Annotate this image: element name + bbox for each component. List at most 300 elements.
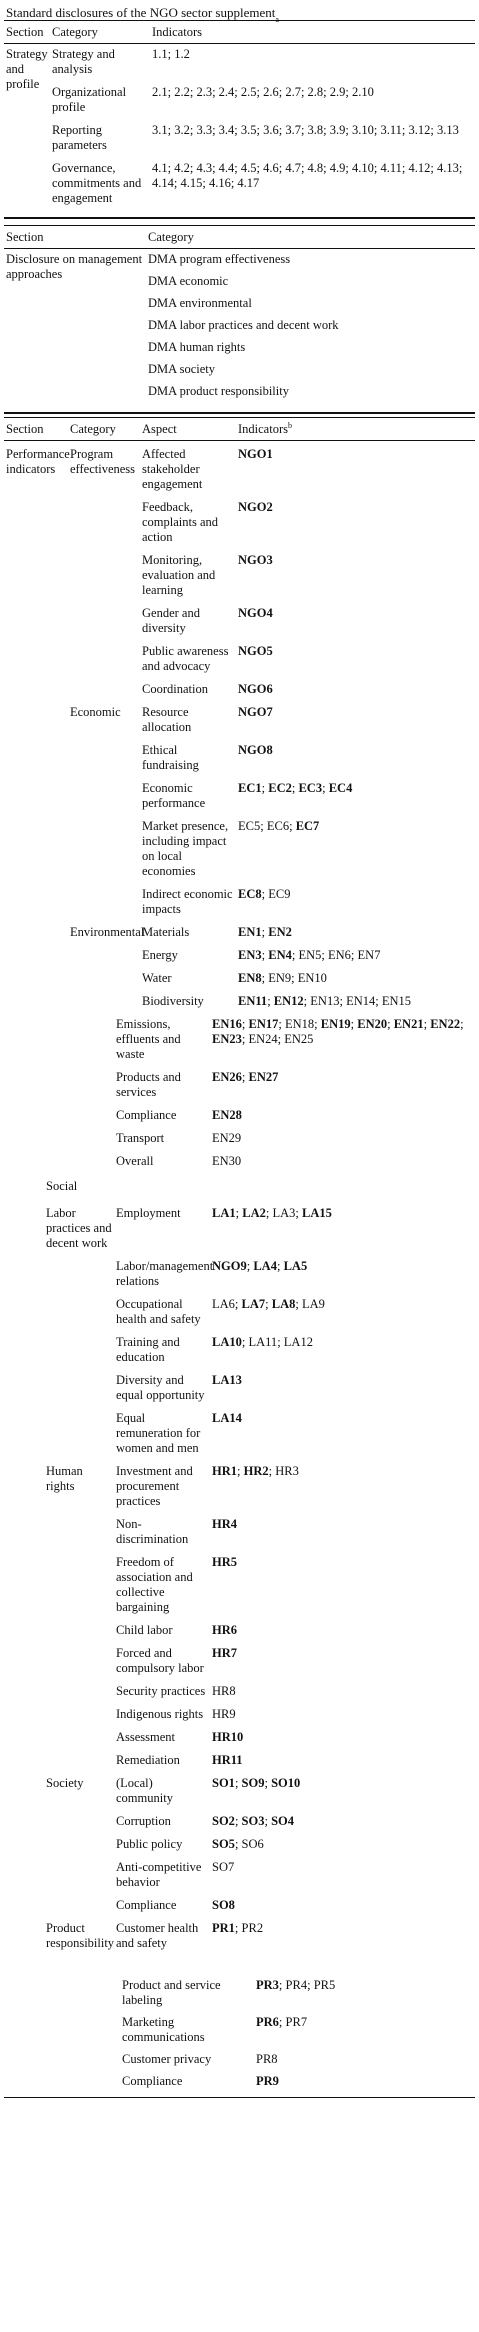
category-cell: Reporting parameters	[52, 123, 107, 152]
indicator-code: SO8	[212, 1898, 235, 1912]
indicators-cell: SO2; SO3; SO4	[212, 1814, 295, 1828]
indicator-code: EN1	[238, 925, 262, 939]
section-cell	[4, 988, 68, 1011]
indicator-code: NGO2	[238, 500, 273, 514]
performance-row	[4, 1064, 475, 1102]
category-cell	[68, 737, 140, 775]
aspect-cell: Training and education	[116, 1335, 180, 1364]
blank-cell	[4, 1405, 44, 1458]
section-label: Strategy and profile	[6, 47, 48, 91]
indicators-cell: EN11; EN12; EN13; EN14; EN15	[238, 994, 412, 1008]
indicators-cell	[236, 737, 475, 775]
section-cell	[4, 942, 68, 965]
indicator-code: NGO8	[238, 743, 273, 757]
indicator-code: PR7	[285, 2015, 308, 2029]
indicators-cell	[210, 1701, 475, 1724]
indicator-code: NGO6	[238, 682, 273, 696]
indicator-code: EN6	[328, 948, 351, 962]
header-category: Category	[148, 229, 194, 244]
indicators-cell: PR6; PR7	[256, 2015, 308, 2029]
aspect-cell: Equal remuneration for women and men	[116, 1411, 201, 1455]
indicators-cell: 1.1; 1.2	[152, 47, 190, 61]
indicators-cell	[236, 638, 475, 676]
table3-header-row	[4, 418, 475, 440]
performance-row	[4, 494, 475, 547]
performance-row	[4, 1125, 475, 1148]
performance-row	[4, 638, 475, 676]
performance-row	[4, 1915, 475, 1953]
aspect-cell: Corruption	[116, 1814, 171, 1828]
category-cell	[44, 1549, 114, 1617]
aspect-cell: Biodiversity	[142, 994, 204, 1008]
indicator-code: SO9	[241, 1776, 265, 1790]
indicator-code: EN2	[268, 925, 292, 939]
indicators-cell: HR1; HR2; HR3	[212, 1464, 299, 1478]
aspect-cell: Indirect economic impacts	[142, 887, 233, 916]
category-cell: Strategy and analysis	[52, 47, 115, 76]
indicators-cell: 3.1; 3.2; 3.3; 3.4; 3.5; 3.6; 3.7; 3.8; 3.9; 3.10; 3.11; 3.12; 3.13	[152, 123, 459, 137]
indicator-code: EC6	[266, 819, 290, 833]
indicator-code: EC1	[238, 781, 262, 795]
aspect-cell: Products and services	[116, 1070, 181, 1099]
indicator-code: HR1	[212, 1464, 237, 1478]
indicator-code: EC8	[238, 887, 262, 901]
indicator-code: EN25	[284, 1032, 314, 1046]
performance-row	[4, 1405, 475, 1458]
title-text: Standard disclosures of the NGO sector supplement	[6, 5, 276, 20]
section-cell	[4, 965, 68, 988]
category-cell	[68, 676, 140, 699]
indicator-code: HR11	[212, 1753, 243, 1767]
performance-row	[4, 441, 475, 494]
section-cell	[4, 441, 68, 494]
blank-cell	[4, 1770, 44, 1808]
aspect-cell: Customer health and safety	[116, 1921, 199, 1950]
indicator-code: PR8	[256, 2052, 278, 2066]
indicators-cell: PR1; PR2	[212, 1921, 264, 1935]
performance-row	[4, 1678, 475, 1701]
aspect-cell: Forced and compulsory labor	[116, 1646, 204, 1675]
performance-row	[4, 1808, 475, 1831]
header-category: Category	[52, 24, 98, 39]
aspect-cell: Indigenous rights	[116, 1707, 204, 1721]
indicator-code: PR5	[313, 1978, 336, 1992]
indicators-cell	[254, 2049, 475, 2071]
indicator-code: LA8	[271, 1297, 296, 1311]
blank-cell	[4, 1701, 44, 1724]
performance-row	[4, 881, 475, 919]
indicator-code: EN23	[212, 1032, 242, 1046]
indicators-cell	[210, 1102, 475, 1125]
aspect-cell: Water	[142, 971, 172, 985]
performance-row	[4, 1200, 475, 1253]
aspect-cell: Energy	[142, 948, 178, 962]
indicators-cell: LA10; LA11; LA12	[212, 1335, 313, 1349]
indicators-cell	[210, 1549, 475, 1617]
performance-row	[4, 1747, 475, 1770]
performance-row	[4, 2071, 475, 2093]
indicator-code: HR10	[212, 1730, 244, 1744]
performance-row	[4, 1617, 475, 1640]
performance-row	[4, 1854, 475, 1892]
aspect-cell: Anti-competitive behavior	[116, 1860, 202, 1889]
blank-cell	[4, 2012, 120, 2049]
indicator-code: EN12	[273, 994, 304, 1008]
aspect-cell: Public policy	[116, 1837, 183, 1851]
performance-row	[4, 676, 475, 699]
category-cell	[44, 1405, 114, 1458]
indicator-code: EN3	[238, 948, 262, 962]
indicator-code: HR8	[212, 1684, 236, 1698]
indicators-cell: EN3; EN4; EN5; EN6; EN7	[238, 948, 381, 962]
category-cell	[68, 988, 140, 1011]
section-cell	[4, 44, 50, 211]
strategy-profile-body	[4, 44, 475, 211]
aspect-cell: Overall	[116, 1154, 154, 1168]
indicator-code: LA11	[248, 1335, 278, 1349]
aspect-cell: Customer privacy	[122, 2052, 212, 2066]
category-cell: Program effectiveness	[70, 447, 136, 476]
blank-cell	[4, 1747, 44, 1770]
blank-cell	[4, 1975, 120, 2012]
dma-category: DMA labor practices and decent work	[148, 318, 339, 332]
aspect-cell: Public awareness and advocacy	[142, 644, 229, 673]
category-cell	[68, 965, 140, 988]
category-cell: Environmental	[70, 925, 145, 939]
indicator-code: HR5	[212, 1555, 237, 1569]
performance-row	[4, 600, 475, 638]
blank-cell	[4, 1831, 44, 1854]
performance-row	[4, 1701, 475, 1724]
blank-cell	[4, 2071, 120, 2093]
indicators-cell	[210, 1125, 475, 1148]
indicator-code: EN19	[320, 1017, 351, 1031]
strategy-profile-table	[4, 21, 475, 43]
blank-cell	[4, 1458, 44, 1511]
indicators-cell: LA6; LA7; LA8; LA9	[212, 1297, 325, 1311]
aspect-cell: Materials	[142, 925, 190, 939]
header-aspect: Aspect	[142, 421, 177, 436]
indicators-cell	[210, 1511, 475, 1549]
indicator-code: LA9	[302, 1297, 325, 1311]
performance-row	[4, 775, 475, 813]
indicator-code: HR6	[212, 1623, 237, 1637]
indicator-code: EN26	[212, 1070, 242, 1084]
section-cell	[4, 638, 68, 676]
category-cell: Organizational profile	[52, 85, 127, 114]
indicators-cell	[210, 1148, 475, 1171]
indicators-cell	[236, 547, 475, 600]
indicator-code: EN13	[310, 994, 340, 1008]
blank-cell	[4, 1102, 114, 1125]
section-cell	[4, 494, 68, 547]
section-cell	[4, 600, 68, 638]
indicator-code: HR4	[212, 1517, 237, 1531]
indicator-code: EN28	[212, 1108, 242, 1122]
category-cell	[44, 1367, 114, 1405]
table1-row	[4, 82, 475, 120]
indicators-cell	[210, 1617, 475, 1640]
aspect-cell: Assessment	[116, 1730, 176, 1744]
indicator-code: LA14	[212, 1411, 242, 1425]
indicator-code: EN15	[381, 994, 412, 1008]
section-cell	[4, 699, 68, 737]
indicator-code: SO4	[271, 1814, 295, 1828]
section-cell	[4, 775, 68, 813]
category-cell	[44, 1617, 114, 1640]
aspect-cell: Feedback, complaints and action	[142, 500, 219, 544]
category-cell: Economic	[70, 705, 121, 719]
header-section: Section	[6, 24, 44, 39]
indicators-cell: EN1; EN2	[238, 925, 292, 939]
indicator-code: EN5	[298, 948, 322, 962]
section-cell	[4, 547, 68, 600]
indicator-code: EN9	[268, 971, 292, 985]
performance-row	[4, 1831, 475, 1854]
performance-table	[4, 418, 475, 440]
performance-row	[4, 1770, 475, 1808]
performance-row	[4, 1640, 475, 1678]
indicators-cell	[236, 699, 475, 737]
table1-row	[4, 120, 475, 158]
aspect-cell: Affected stakeholder engagement	[142, 447, 203, 491]
category-cell	[68, 547, 140, 600]
indicator-code: PR3	[256, 1978, 279, 1992]
dma-category: DMA program effectiveness	[148, 252, 291, 266]
performance-row	[4, 1329, 475, 1367]
social-label: Social	[46, 1179, 78, 1193]
blank-cell	[4, 1125, 114, 1148]
dma-category: DMA human rights	[148, 340, 246, 354]
aspect-cell: Ethical fundraising	[142, 743, 199, 772]
section-cell	[4, 813, 68, 881]
indicators-cell: EC5; EC6; EC7	[238, 819, 320, 833]
indicator-code: LA6	[212, 1297, 235, 1311]
section-cell	[4, 737, 68, 775]
indicator-code: EC3	[298, 781, 323, 795]
indicator-code: LA12	[283, 1335, 313, 1349]
performance-row	[4, 942, 475, 965]
performance-body-wide	[4, 1011, 475, 1171]
indicator-code: SO6	[241, 1837, 264, 1851]
category-cell	[44, 1747, 114, 1770]
section-cell	[4, 881, 68, 919]
indicators-cell	[210, 1678, 475, 1701]
indicator-code: PR4	[285, 1978, 308, 1992]
aspect-cell: Gender and diversity	[142, 606, 200, 635]
indicators-cell: SO1; SO9; SO10	[212, 1776, 301, 1790]
aspect-cell: Compliance	[122, 2074, 183, 2088]
indicator-code: EC2	[268, 781, 292, 795]
category-cell	[44, 1253, 114, 1291]
indicator-code: EC5	[238, 819, 261, 833]
dma-category: DMA economic	[148, 274, 229, 288]
category-cell	[44, 1701, 114, 1724]
indicator-code: EN17	[248, 1017, 279, 1031]
dma-table	[4, 226, 475, 248]
category-cell: Human rights	[46, 1464, 83, 1493]
category-cell	[68, 813, 140, 881]
indicators-cell	[210, 1854, 475, 1892]
aspect-cell: Compliance	[116, 1898, 177, 1912]
blank-cell	[4, 1678, 44, 1701]
category-cell	[44, 1511, 114, 1549]
category-cell	[44, 1678, 114, 1701]
performance-row	[4, 1458, 475, 1511]
header-indicators: Indicators	[152, 24, 202, 39]
blank-cell	[4, 1011, 114, 1064]
aspect-cell: Emissions, effluents and waste	[116, 1017, 181, 1061]
aspect-cell: Occupational health and safety	[116, 1297, 201, 1326]
category-cell	[44, 1724, 114, 1747]
dma-body	[4, 249, 475, 406]
aspect-cell: Employment	[116, 1206, 181, 1220]
performance-row	[4, 2049, 475, 2071]
indicator-code: EN18	[284, 1017, 315, 1031]
indicator-code: EN14	[346, 994, 376, 1008]
category-cell	[44, 1831, 114, 1854]
indicator-code: LA4	[253, 1259, 277, 1273]
blank-cell	[4, 1892, 44, 1915]
category-cell	[68, 638, 140, 676]
aspect-cell: Monitoring, evaluation and learning	[142, 553, 216, 597]
aspect-cell: Resource allocation	[142, 705, 192, 734]
indicator-code: NGO1	[238, 447, 273, 461]
indicator-code: PR1	[212, 1921, 235, 1935]
indicator-code: LA7	[241, 1297, 266, 1311]
section-cell	[4, 676, 68, 699]
blank-cell	[4, 1915, 44, 1953]
indicators-cell	[210, 1405, 475, 1458]
indicator-code: EN8	[238, 971, 262, 985]
blank-cell	[4, 1808, 44, 1831]
aspect-cell: Economic performance	[142, 781, 206, 810]
blank-cell	[4, 1064, 114, 1102]
category-cell	[44, 1329, 114, 1367]
indicator-code: EC7	[295, 819, 320, 833]
blank-cell	[4, 1367, 44, 1405]
blank-cell	[4, 1148, 114, 1171]
section-cell	[4, 919, 68, 942]
category-cell	[68, 942, 140, 965]
performance-row	[4, 2012, 475, 2049]
indicator-code: EN20	[357, 1017, 388, 1031]
aspect-cell: Compliance	[116, 1108, 177, 1122]
performance-row	[4, 1549, 475, 1617]
indicator-code: SO3	[241, 1814, 265, 1828]
dma-section-label: Disclosure on management approaches	[6, 252, 143, 281]
category-cell	[44, 1808, 114, 1831]
category-cell	[68, 600, 140, 638]
indicator-code: HR3	[275, 1464, 299, 1478]
indicator-code: NGO7	[238, 705, 273, 719]
performance-row	[4, 547, 475, 600]
blank-cell	[4, 1253, 44, 1291]
category-cell: Labor practices and decent work	[46, 1206, 112, 1250]
performance-row	[4, 988, 475, 1011]
table1-row	[4, 158, 475, 211]
aspect-cell: Freedom of association and collective bargaining	[116, 1555, 193, 1614]
indicator-code: LA15	[302, 1206, 332, 1220]
indicator-code: NGO9	[212, 1259, 247, 1273]
blank-cell	[4, 1200, 44, 1253]
indicator-code: HR9	[212, 1707, 236, 1721]
aspect-cell: (Local) community	[116, 1776, 173, 1805]
performance-body	[4, 441, 475, 1011]
category-cell: Society	[46, 1776, 84, 1790]
indicators-cell	[210, 1724, 475, 1747]
aspect-cell: Child labor	[116, 1623, 173, 1637]
indicator-code: SO1	[212, 1776, 235, 1790]
indicator-code: HR7	[212, 1646, 237, 1660]
indicator-code: SO2	[212, 1814, 235, 1828]
category-cell	[68, 881, 140, 919]
performance-row	[4, 1367, 475, 1405]
performance-row	[4, 1011, 475, 1064]
dma-category: DMA product responsibility	[148, 384, 289, 398]
blank-cell	[4, 1329, 44, 1367]
section-label: Performance indicators	[6, 447, 70, 476]
indicator-code: EN16	[212, 1017, 242, 1031]
dma-category: DMA society	[148, 362, 216, 376]
performance-row	[4, 1511, 475, 1549]
aspect-cell: Market presence, including impact on local economies	[142, 819, 229, 878]
aspect-cell: Investment and procurement practices	[116, 1464, 193, 1508]
indicator-code: SO10	[271, 1776, 301, 1790]
blank-cell	[4, 1291, 44, 1329]
indicators-cell	[210, 1892, 475, 1915]
indicators-cell: EC8; EC9	[238, 887, 291, 901]
indicators-cell: EN26; EN27	[212, 1070, 279, 1084]
performance-body-social	[4, 1200, 475, 1953]
table2-header-row	[4, 226, 475, 248]
performance-row	[4, 737, 475, 775]
indicators-cell	[210, 1747, 475, 1770]
performance-row	[4, 813, 475, 881]
category-cell	[44, 1892, 114, 1915]
indicator-code: EN4	[268, 948, 292, 962]
category-cell: Governance, commitments and engagement	[52, 161, 142, 205]
indicators-cell	[210, 1367, 475, 1405]
indicator-code: LA5	[283, 1259, 308, 1273]
indicator-code: NGO5	[238, 644, 273, 658]
indicator-code: EC9	[268, 887, 291, 901]
performance-row	[4, 1724, 475, 1747]
indicator-code: PR2	[241, 1921, 264, 1935]
blank-cell	[4, 1511, 44, 1549]
indicator-code: EN10	[297, 971, 327, 985]
performance-row	[4, 1148, 475, 1171]
indicator-code: EN21	[393, 1017, 424, 1031]
indicator-code: EN22	[430, 1017, 461, 1031]
indicator-code: EN24	[248, 1032, 278, 1046]
indicators-cell: 2.1; 2.2; 2.3; 2.4; 2.5; 2.6; 2.7; 2.8; 2.9; 2.10	[152, 85, 374, 99]
indicator-code: EN27	[248, 1070, 279, 1084]
indicator-code: EC4	[328, 781, 353, 795]
category-cell	[44, 1854, 114, 1892]
indicator-code: HR2	[243, 1464, 269, 1478]
table1-header-row	[4, 21, 475, 43]
performance-row	[4, 919, 475, 942]
performance-body-tail	[4, 1975, 475, 2093]
indicator-code: NGO4	[238, 606, 273, 620]
category-cell	[44, 1291, 114, 1329]
header-section: Section	[6, 421, 44, 436]
indicator-code: PR6	[256, 2015, 279, 2029]
indicators-cell: PR3; PR4; PR5	[256, 1978, 336, 1992]
indicator-code: EN29	[212, 1131, 242, 1145]
performance-row	[4, 1892, 475, 1915]
